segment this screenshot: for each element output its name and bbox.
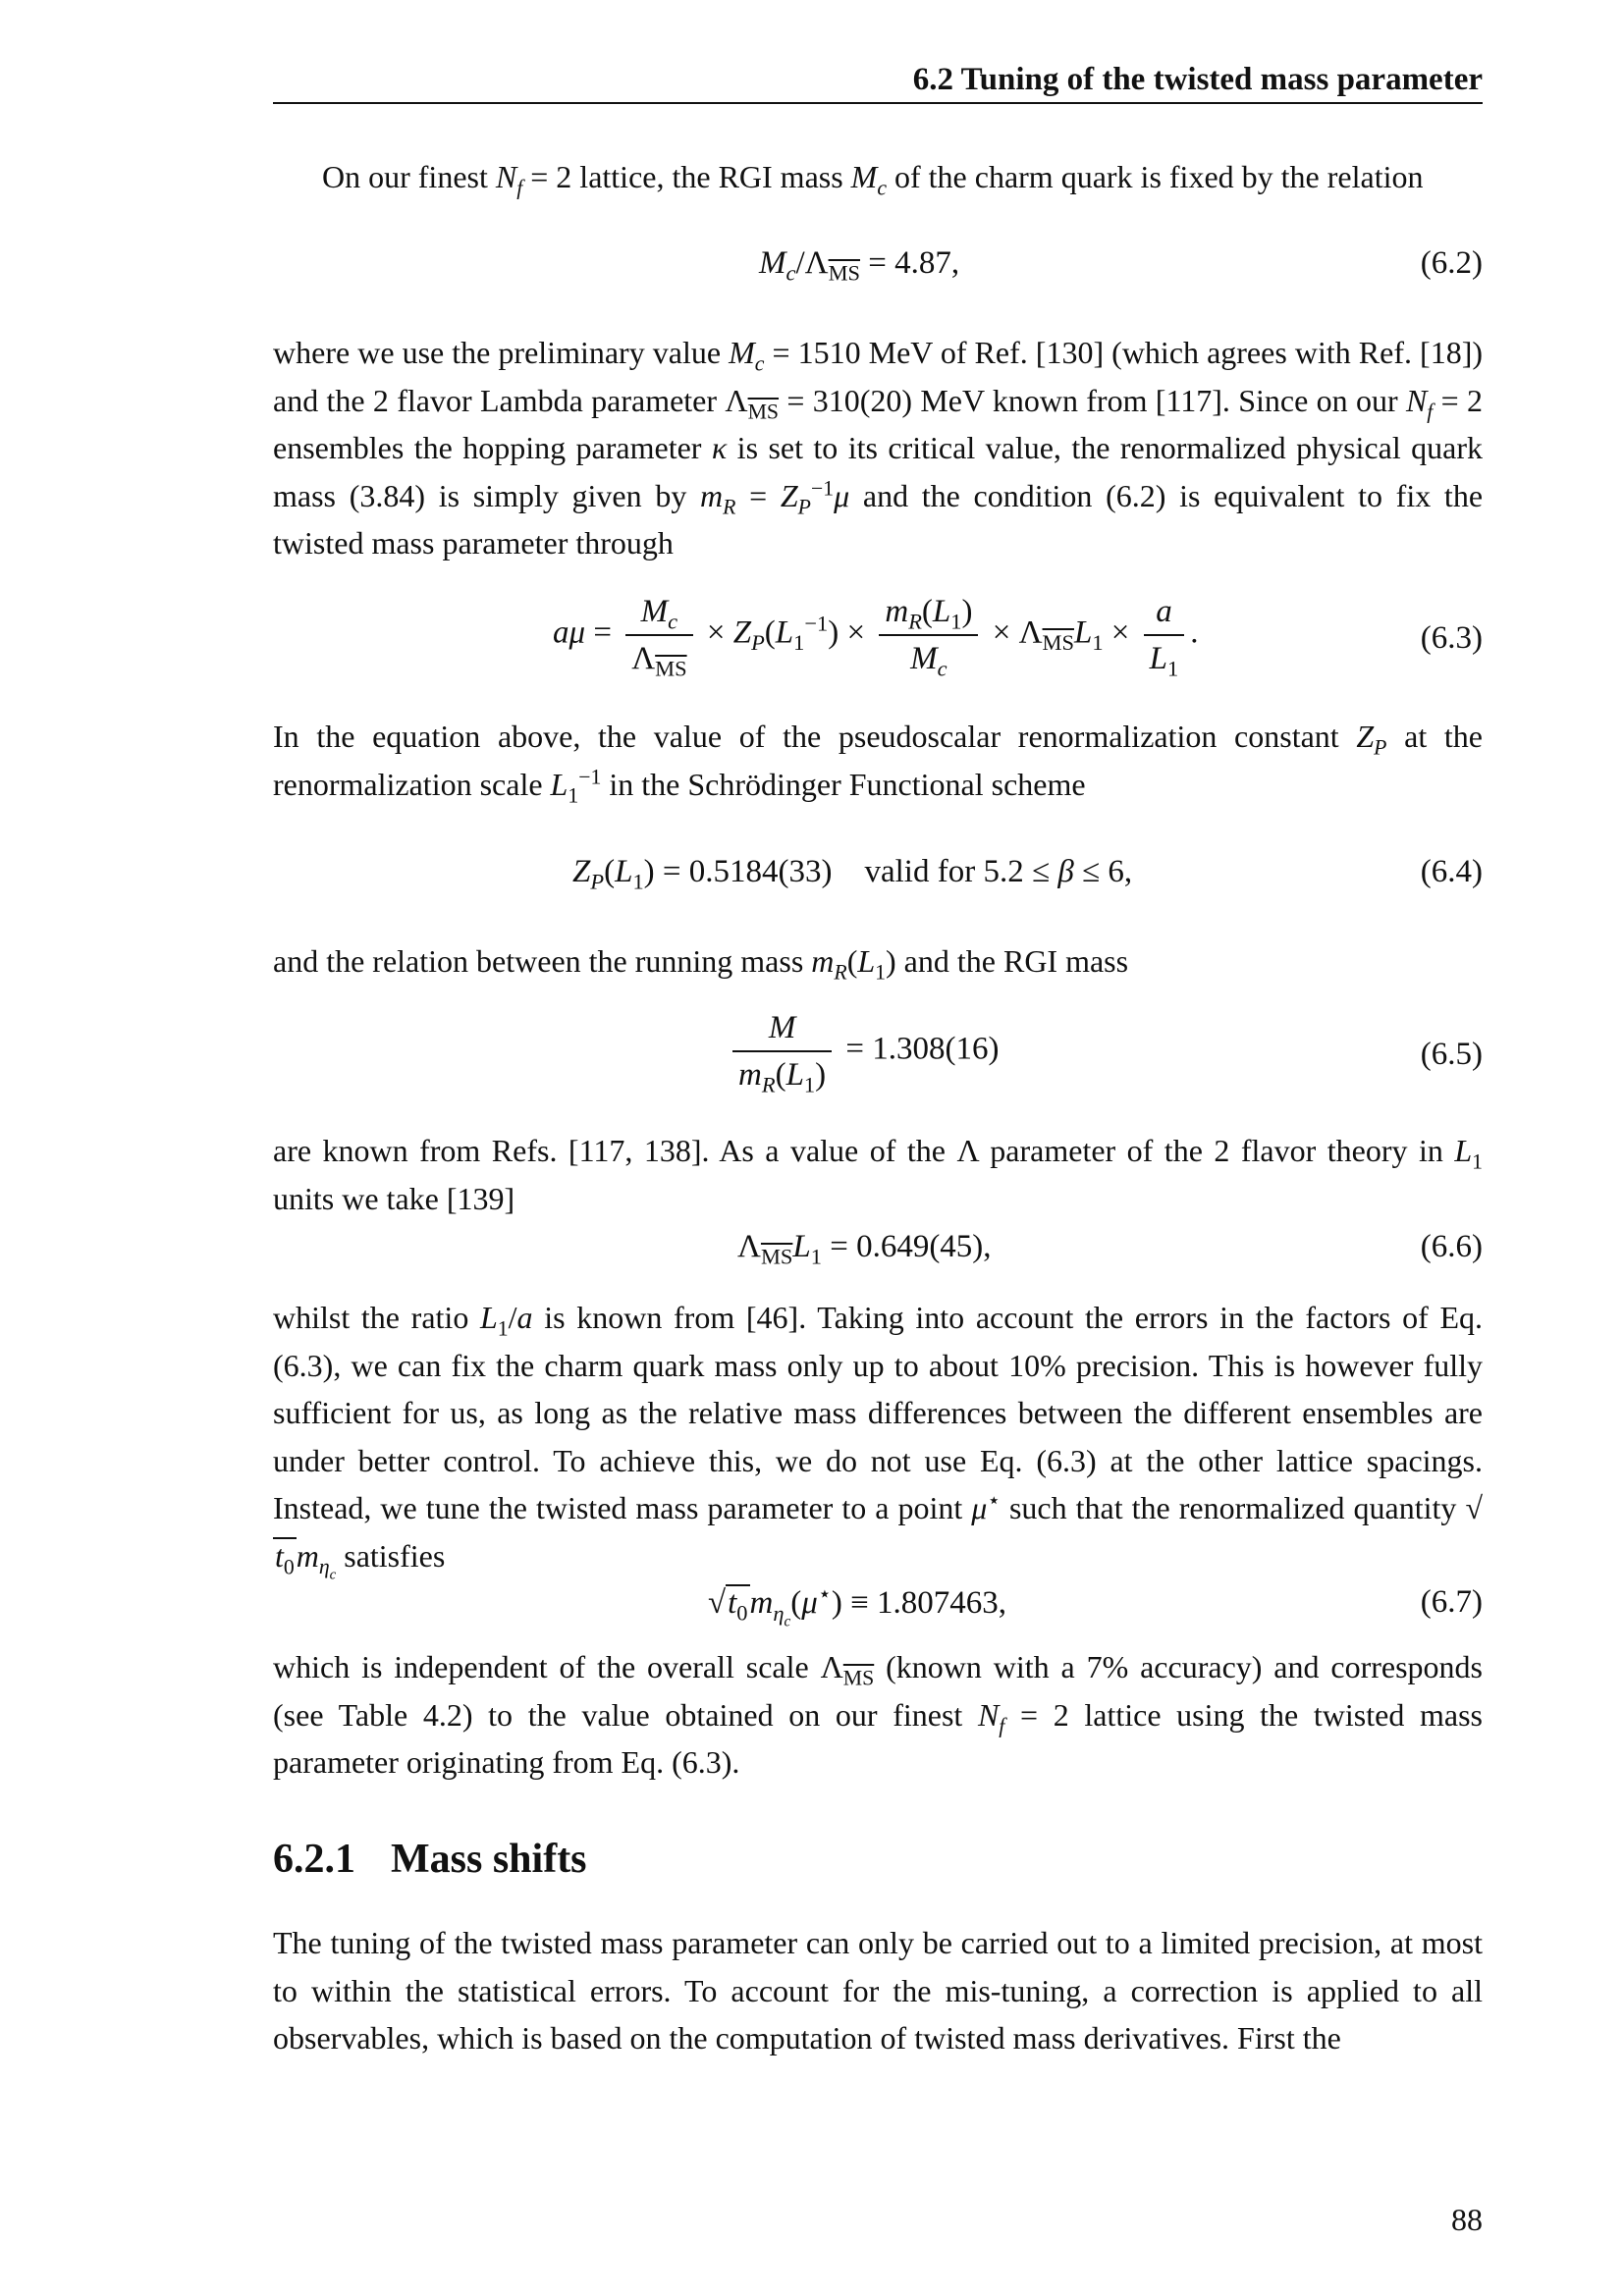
paragraph: which is independent of the overall scale $\Lambda_{\overline{MS}}$ (known with a 7% accuracy) and corresponds (see Table 4.2) to the value obtained on our finest $N_f = 2$ lattice using the twisted mass parameter originating from Eq. (6.3). (273, 1649, 1484, 1780)
running-header: 6.2 Tuning of the twisted mass parameter (273, 57, 1483, 104)
equation-6-5: $\frac{M}{m_R(L_1)}$ = 1.308(16) (6.5) (273, 1005, 1483, 1113)
paragraph: where we use the preliminary value $M_c = 1510$ MeV of Ref. [130] (which agrees with Ref. [18]) and the 2 flavor Lambda parameter $\Lambda_{\overline{MS}} = 310(20)$ MeV known from [117]. Since on our $N_f = 2$ ensembles the hopping parameter κ is set to its critical value, the renormalized physical quark mass (3.84) is simply given by $m_R = Z_P^{-1}\mu$ and the condition (6.2) is equivalent to fix the twisted mass parameter through (273, 335, 1484, 561)
section-number: 6.2.1 (273, 1837, 355, 1882)
paragraph: and the relation between the running mass $m_R(L_1)$ and the RGI mass (273, 943, 1129, 985)
equation-number: (6.5) (1420, 1037, 1483, 1072)
equation-number: (6.3) (1420, 620, 1483, 656)
equation-6-7: $√t_0m_{\eta_c}(\mu^⋆) \equiv 1.807463$, (6.7) (708, 1581, 1483, 1630)
equation-6-2: $M_c/\Lambda_{\overline{MS}} = 4.87$, (6.2) (759, 245, 1483, 286)
paragraph: The tuning of the twisted mass parameter can only be carried out to a limited precision, at most to within the statistical errors. To account for the mis-tuning, a correction is applied to all observables, which is based on the computation of twisted mass derivatives. First the (273, 1925, 1483, 2056)
equation-number: (6.7) (1420, 1584, 1483, 1620)
paragraph: are known from Refs. [117, 138]. As a value of the Λ parameter of the 2 flavor theory in $L_1$ units we take [139] (273, 1133, 1483, 1216)
equation-number: (6.2) (1420, 245, 1483, 281)
equation-number: (6.6) (1420, 1229, 1483, 1264)
paragraph: whilst the ratio $L_1/a$ is known from [46]. Taking into account the errors in the factors of Eq. (6.3), we can fix the charm quark mass only up to about 10% precision. This is however fully sufficient for us, as long as the relative mass differences between the different ensembles are under better control. To achieve this, we do not use Eq. (6.3) at the other lattice spacings. Instead, we tune the twisted mass parameter to a point μ⋆ such that the renormalized quantity $√t_0m_{\eta_c}$ satisfies (273, 1300, 1484, 1583)
section-title: Mass shifts (391, 1837, 587, 1882)
paragraph: On our finest $N_f = 2$ lattice, the RGI mass $M_c$ of the charm quark is fixed by the relation (322, 159, 1424, 200)
equation-6-3: aμ = $\frac{M_c}{\Lambda_{\overline{MS}}}$ × $Z_P(L_1^{-1})$ × $\frac{m_R(L_1)}{M_c}$ × $\Lambda_{\overline{MS}}L_1$ × $\frac{a}{L_1}$ . (6.3) (273, 589, 1483, 697)
paragraph: In the equation above, the value of the pseudoscalar renormalization constant $Z_P$ at the renormalization scale $L_1^{-1}$ in the Schrödinger Functional scheme (273, 719, 1484, 807)
page-number: 88 (1451, 2202, 1483, 2237)
equation-6-4: $Z_P(L_1) = 0.5184(33)$ valid for 5.2 ≤ β ≤ 6, (6.4) (572, 854, 1483, 894)
section-heading (273, 1836, 587, 1883)
equation-number: (6.4) (1420, 854, 1483, 889)
equation-6-6: $\Lambda_{\overline{MS}}L_1 = 0.649(45)$, (6.6) (737, 1229, 1483, 1269)
